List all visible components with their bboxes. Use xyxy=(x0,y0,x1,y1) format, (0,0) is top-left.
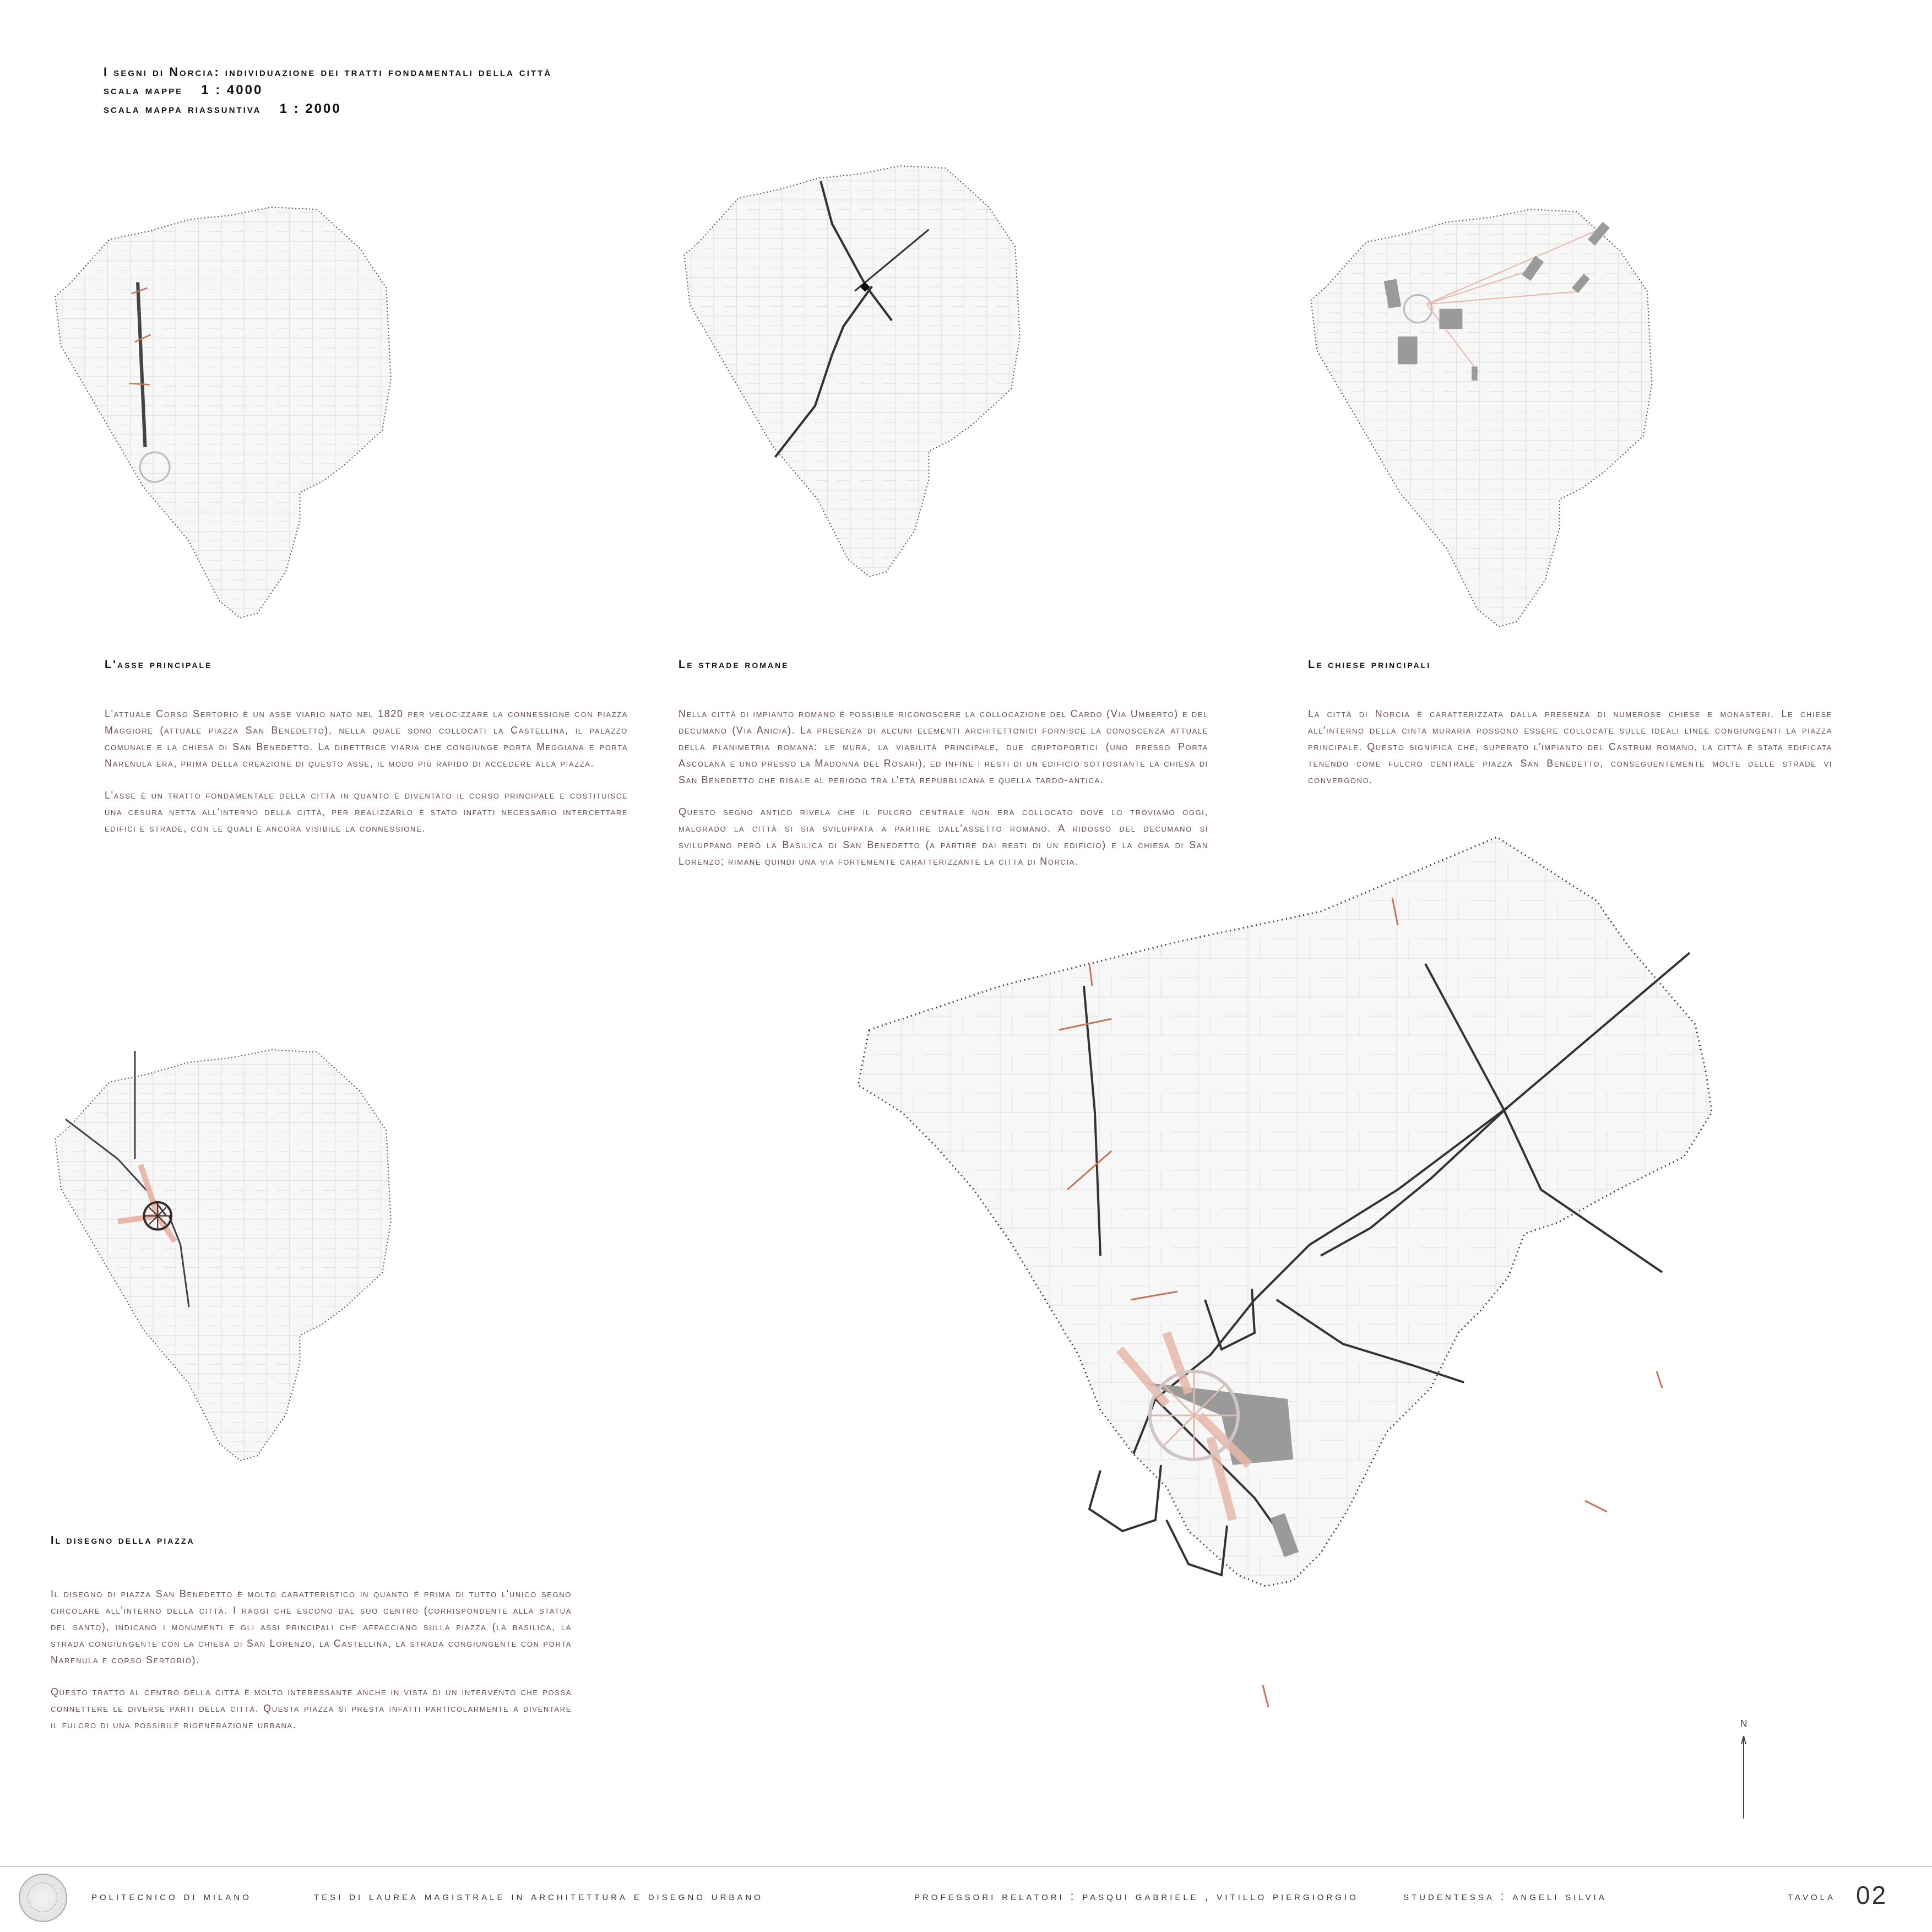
town-outline xyxy=(55,207,390,618)
north-label: N xyxy=(1740,1718,1748,1729)
scale-summary-label: scala mappa riassuntiva xyxy=(104,102,262,116)
town-outline xyxy=(858,837,1712,1586)
section-heading: Il disegno della piazza xyxy=(51,1534,195,1546)
section-heading: L'asse principale xyxy=(105,659,213,671)
page-title: I segni di Norcia: individuazione dei tratti fondamentali della città xyxy=(104,65,552,79)
map-riassuntiva xyxy=(726,804,1882,1839)
section-heading: Le strade romane xyxy=(679,659,789,671)
page-header xyxy=(104,65,552,117)
town-outline xyxy=(1311,209,1652,627)
section-paragraph: La città di Norcia è caratterizzata dalla presenza di numerose chiese e monasteri. Le chiese all'interno della cinta muraria possono essere collocate sulle ideali linee congiungenti la piazza principale. Questo significa che, superato l'impianto del Castrum romano, la città è stata edificata tenendo come fulcro centrale piazza San Benedetto, conseguentemente molte delle strade vi convergono. xyxy=(1308,708,1833,785)
footer-student: studentessa : angeli silvia xyxy=(1403,1890,1607,1903)
map-asse-principale xyxy=(50,154,397,672)
footer-tavola-label: tavola xyxy=(1788,1890,1836,1903)
map-chiese-principali xyxy=(1305,154,1658,683)
footer-professors: professori relatori : pasqui gabriele , vitillo piergiorgio xyxy=(914,1890,1359,1903)
town-outline xyxy=(55,1050,390,1461)
footer-university: politecnico di milano xyxy=(91,1890,252,1903)
scale-summary-value: 1 : 2000 xyxy=(279,101,341,116)
section-paragraph: Nella città di impianto romano è possibile riconoscere la collocazione del Cardo (Via Umberto) e del decumano (Via Anicia). La presenza di alcuni elementi architettonici fornisce la conoscenza attuale della planimetria romana: le mura, la viabilità principale, due criptoportici (uno presso Porta Ascolana e uno presso la Madonna del Rosari), ed infine i resti di un edificio sottostante la chiesa di San Benedetto che risale al periodo tra l'età repubblicana e quella tardo-antica. xyxy=(679,708,1209,785)
church-building xyxy=(1398,337,1418,364)
footer-thesis: tesi di laurea magistrale in architettura e disegno urbano xyxy=(314,1890,763,1903)
map-disegno-piazza xyxy=(50,1008,397,1504)
scale-maps xyxy=(104,83,552,98)
section-paragraph: L'asse è un tratto fondamentale della città in quanto è diventato il corso principale e costituisce una cesura netta all'interno della città, per realizzarlo è stato infatti necessario intercettare edifici e strade, con le quali è ancora visibile la connessione. xyxy=(105,790,628,834)
section-paragraph: Il disegno di piazza San Benedetto è molto caratteristico in quanto è prima di tutto l'unico segno circolare all'interno della città. I raggi che escono dal suo centro (corrispondente alla statua del santo), indicano i monumenti e gli assi principali che affacciano sulla piazza (la basilica, la strada congiungente con la chiesa di San Lorenzo, la Castellina, la strada congiungente con porta Narenula e corso Sertorio). xyxy=(51,1588,572,1665)
section-paragraph: L'attuale Corso Sertorio è un asse viario nato nel 1820 per velocizzare la connessione con piazza Maggiore (attuale piazza San Benedetto), nella quale sono collocati la Castellina, il palazzo comunale e la chiesa di San Benedetto. La direttrice viaria che congiunge porta Meggiana e porta Narenula era, prima della creazione di questo asse, il modo più rapido di accedere alla piazza. xyxy=(105,708,628,769)
north-arrow xyxy=(1738,1718,1749,1824)
piazza-star xyxy=(1150,1371,1238,1459)
footer-tavola-number: 02 xyxy=(1856,1881,1888,1909)
section-asse-principale xyxy=(105,659,628,852)
map-strade-romane xyxy=(679,154,1025,589)
scale-summary xyxy=(104,101,552,117)
church-building xyxy=(1439,309,1462,329)
section-paragraph: Questo segno antico rivela che il fulcro centrale non era collocato dove lo troviamo oggi, malgrado la città si sia sviluppata a partire dall'assetto romano. A ridosso del decumano si sviluppano però la Basilica di San Benedetto (a partire dai resti di un edificio) e la chiesa di San Lorenzo; rimane quindi una via fortemente caratterizzante la città di Norcia. xyxy=(679,806,1208,867)
footer-divider xyxy=(0,1866,1932,1867)
section-paragraph: Questo tratto al centro della città è molto interessante anche in vista di un intervento che possa connettere le diverse parti della città. Questa piazza si presta infatti particolarmente a diventare il fulcro di una possibile rigenerazione urbana. xyxy=(51,1686,572,1730)
scale-maps-value: 1 : 4000 xyxy=(201,83,263,97)
scale-maps-label: scala mappe xyxy=(104,83,183,97)
castellina-block xyxy=(1089,1465,1161,1531)
section-heading: Le chiese principali xyxy=(1308,659,1431,671)
north-arrow-icon xyxy=(1738,1733,1749,1821)
polimi-logo xyxy=(19,1874,67,1922)
town-outline xyxy=(684,166,1019,577)
church-building xyxy=(1472,367,1477,381)
section-disegno-piazza xyxy=(51,1534,572,1749)
section-chiese-principali xyxy=(1308,659,1832,804)
logo-seal-icon xyxy=(28,1882,57,1912)
section-strade-romane xyxy=(679,659,1208,885)
